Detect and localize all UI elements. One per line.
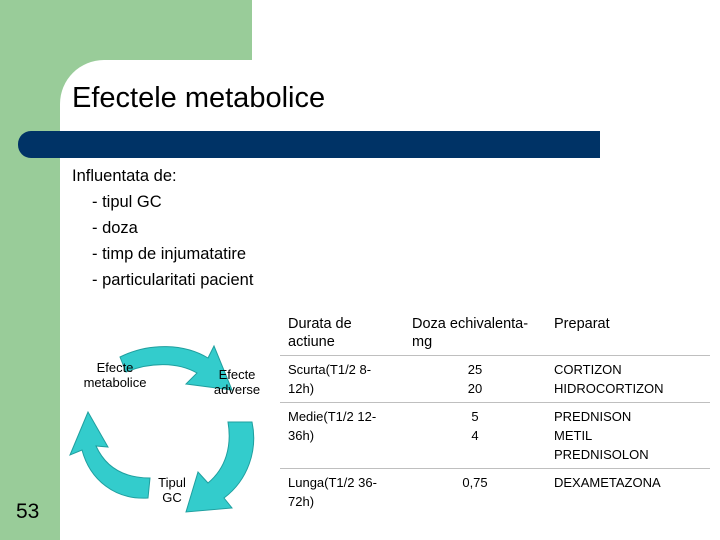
- factor-item: - timp de injumatatire: [92, 245, 247, 263]
- cell-preparation: DEXAMETAZONA: [554, 475, 661, 490]
- table-row: [280, 469, 710, 516]
- cell-preparation: PREDNISON METIL PREDNISOLON: [546, 403, 710, 469]
- cell-preparation: CORTIZON HIDROCORTIZON: [546, 356, 710, 403]
- influence-heading: Influentata de:: [72, 167, 177, 185]
- cycle-label-metabolic: Efecte metabolice: [83, 360, 147, 390]
- table-header-row: [280, 310, 710, 356]
- page-number: 53: [16, 500, 40, 523]
- cell-duration: Lunga(T1/2 36- 72h): [288, 475, 377, 509]
- slide-title: Efectele metabolice: [72, 82, 326, 114]
- corticosteroid-table: [280, 310, 710, 515]
- cycle-label-gc-type: Tipul GC: [158, 475, 186, 505]
- header-dose: Doza echivalenta-mg: [404, 310, 546, 356]
- header-duration: Durata de actiune: [280, 310, 404, 356]
- header-preparation: Preparat: [546, 310, 710, 356]
- table-row: [280, 403, 710, 469]
- factor-item: - doza: [92, 219, 138, 237]
- cell-duration: Scurta(T1/2 8- 12h): [280, 356, 404, 403]
- cycle-diagram: [0, 300, 290, 530]
- cycle-arrow-left: [70, 412, 150, 498]
- table-row: [280, 356, 710, 403]
- factor-item: - tipul GC: [92, 193, 162, 211]
- cell-dose: 0,75: [462, 475, 488, 490]
- cell-dose: 25 20: [404, 356, 546, 403]
- factor-item: - particularitati pacient: [92, 271, 254, 289]
- title-underline-bar: [18, 131, 600, 158]
- cell-dose: 5 4: [404, 403, 546, 469]
- cycle-label-adverse: Efecte adverse: [213, 367, 261, 397]
- cell-duration: Medie(T1/2 12- 36h): [280, 403, 404, 469]
